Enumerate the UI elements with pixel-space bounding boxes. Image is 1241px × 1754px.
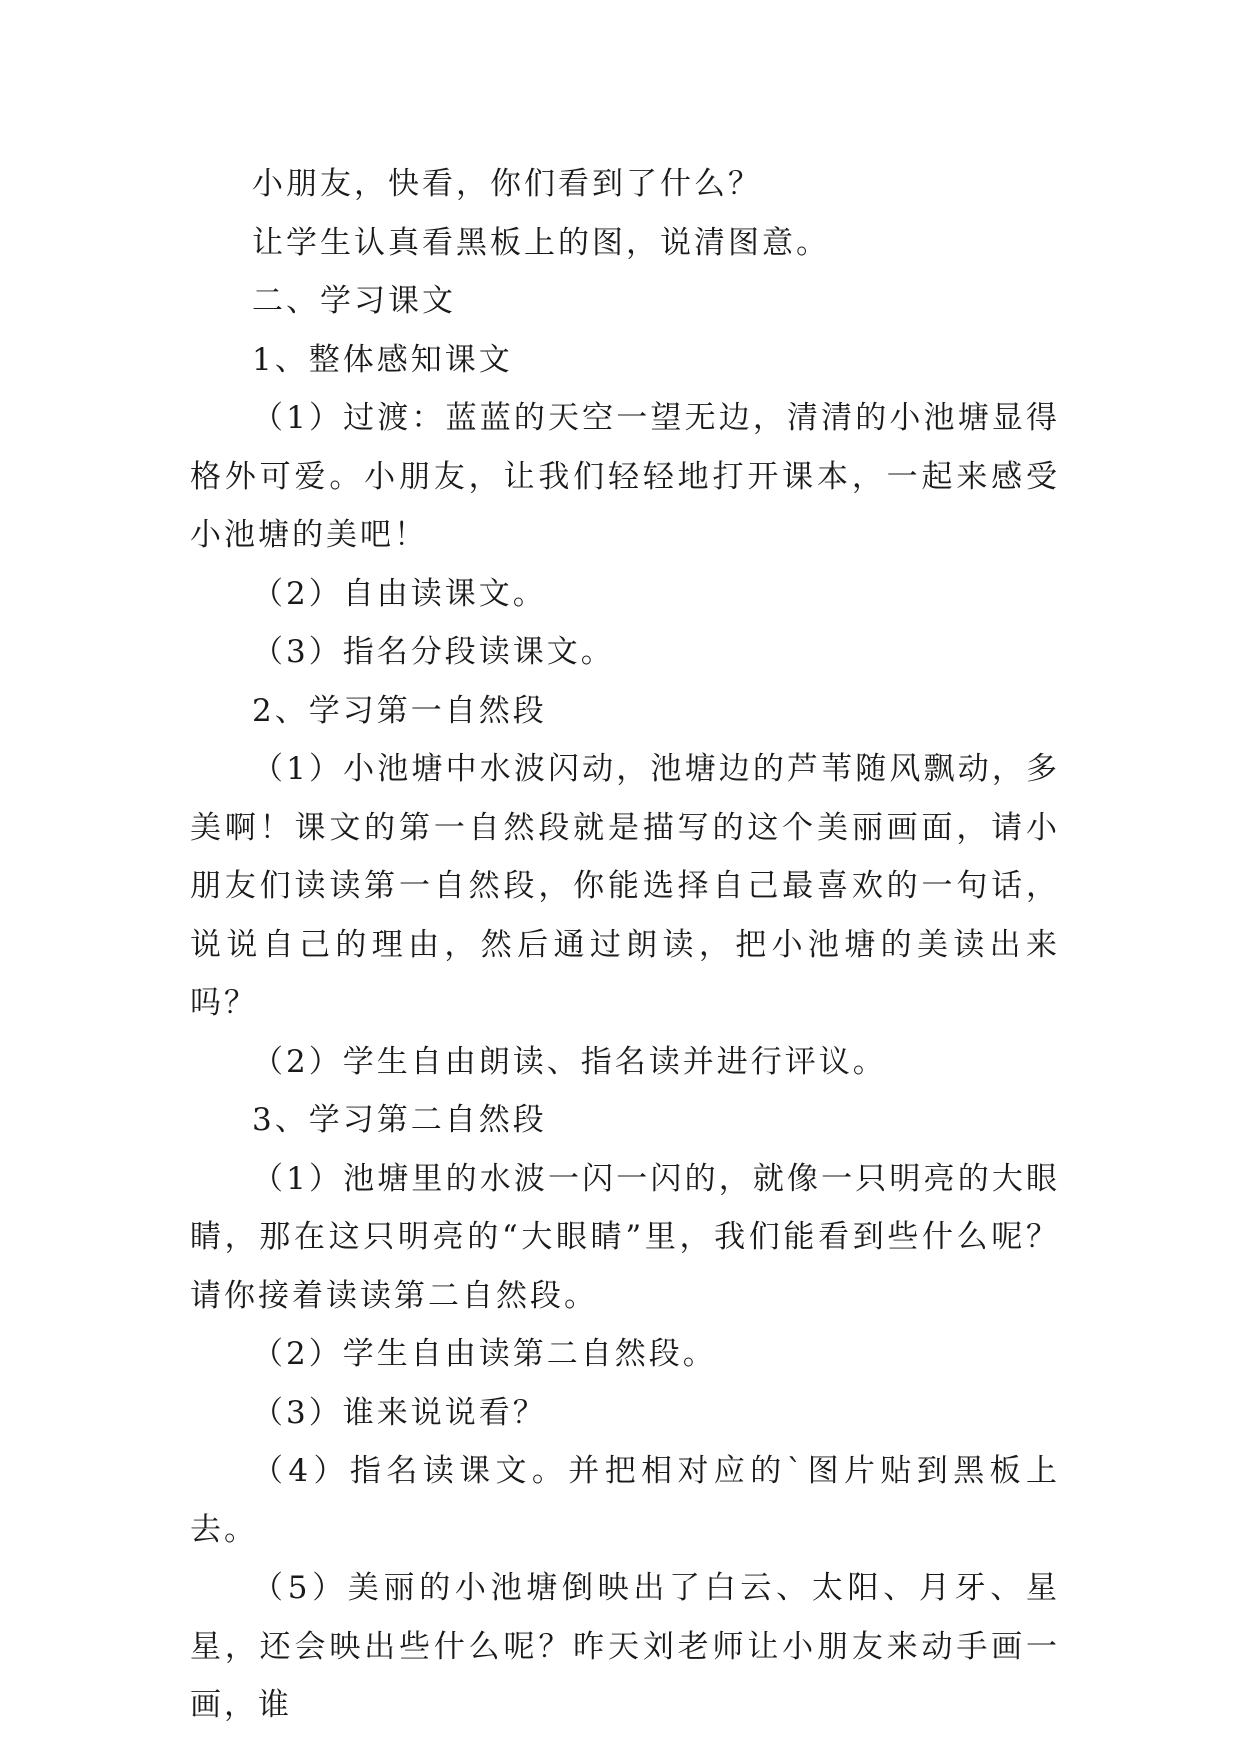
paragraph: （4）指名读课文。并把相对应的`图片贴到黑板上去。 (190, 1453, 1060, 1548)
body-text (190, 155, 1060, 1735)
paragraph: （1）小池塘中水波闪动，池塘边的芦苇随风飘动，多美啊！课文的第一自然段就是描写的这个美丽画面，请小朋友们读读第一自然段，你能选择自己最喜欢的一句话，说说自己的理由，然后通过朗读，把小池塘的美读出来吗？ (190, 751, 1060, 1021)
paragraph: （3）谁来说说看？ (252, 1394, 547, 1431)
subsection-heading: 3、学习第二自然段 (252, 1102, 547, 1138)
subsection-heading: 1、整体感知课文 (252, 341, 513, 378)
paragraph: （5）美丽的小池塘倒映出了白云、太阳、月牙、星星，还会映出些什么呢？昨天刘老师让小朋友来动手画一画，谁 (190, 1570, 1060, 1723)
paragraph: （1）池塘里的水波一闪一闪的，就像一只明亮的大眼睛，那在这只明亮的“大眼睛”里，我们能看到些什么呢？请你接着读读第二自然段。 (190, 1160, 1060, 1314)
paragraph: （3）指名分段读课文。 (252, 634, 615, 670)
paragraph: （2）自由读课文。 (252, 575, 547, 612)
paragraph: 让学生认真看黑板上的图，说清图意。 (252, 224, 830, 261)
paragraph: 小朋友，快看，你们看到了什么？ (252, 166, 762, 202)
section-heading: 二、学习课文 (252, 283, 456, 319)
subsection-heading: 2、学习第一自然段 (252, 692, 547, 729)
paragraph: （1）过渡：蓝蓝的天空一望无边，清清的小池塘显得格外可爱。小朋友，让我们轻轻地打开课本，一起来感受小池塘的美吧！ (190, 400, 1060, 553)
paragraph: （2）学生自由读第二自然段。 (252, 1336, 717, 1372)
paragraph: （2）学生自由朗读、指名读并进行评议。 (252, 1043, 887, 1080)
